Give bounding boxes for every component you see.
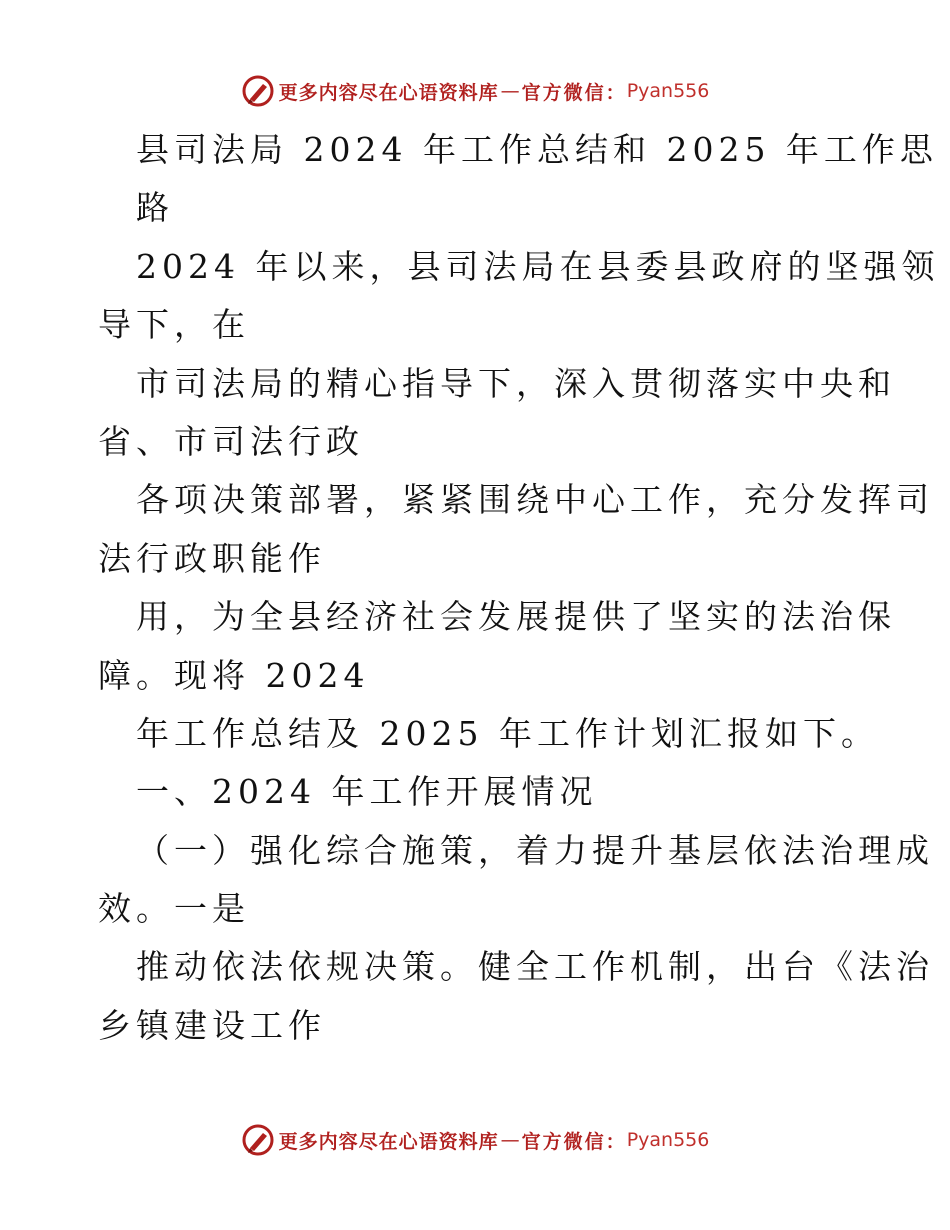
watermark-wechat-id: Pyan556 [626,1129,710,1151]
paragraph-line: 省、市司法行政 [98,421,364,461]
paragraph-line: 年工作总结及 2025 年工作计划汇报如下。 [136,713,879,753]
paragraph-line: 用，为全县经济社会发展提供了坚实的法治保 [136,597,896,637]
watermark-text: 更多内容尽在心语资料库 [278,1130,499,1153]
pen-logo-icon [241,1123,275,1157]
paragraph-line: 推动依法依规决策。健全工作机制，出台《法治 [136,947,934,987]
watermark-dash: — [500,1129,520,1151]
document-title-line: 路 [136,188,174,228]
paragraph-line: 法行政职能作 [98,538,326,578]
paragraph-line: 导下，在 [98,305,250,345]
watermark-footer [0,1120,950,1160]
section-heading: 一、2024 年工作开展情况 [136,772,598,812]
watermark-dash: — [500,80,520,102]
watermark-wechat-id: Pyan556 [626,80,710,102]
watermark-text: 更多内容尽在心语资料库 [278,81,499,104]
paragraph-line: 市司法局的精心指导下，深入贯彻落实中央和 [136,363,896,403]
document-body [0,121,950,1055]
paragraph-line: 障。现将 2024 [98,655,370,695]
watermark-wechat-label: 官方微信： [521,81,627,104]
paragraph-line: 各项决策部署，紧紧围绕中心工作，充分发挥司 [136,480,934,520]
document-title-line: 县司法局 2024 年工作总结和 2025 年工作思 [136,130,938,169]
watermark-wechat-label: 官方微信： [521,1130,627,1153]
paragraph-line: 乡镇建设工作 [98,1005,326,1045]
pen-logo-icon [241,74,275,108]
watermark-header [0,71,950,111]
subsection-line: （一）强化综合施策，着力提升基层依法治理成 [136,830,934,870]
subsection-line: 效。一是 [98,889,250,929]
paragraph-line: 2024 年以来，县司法局在县委县政府的坚强领 [136,246,940,286]
